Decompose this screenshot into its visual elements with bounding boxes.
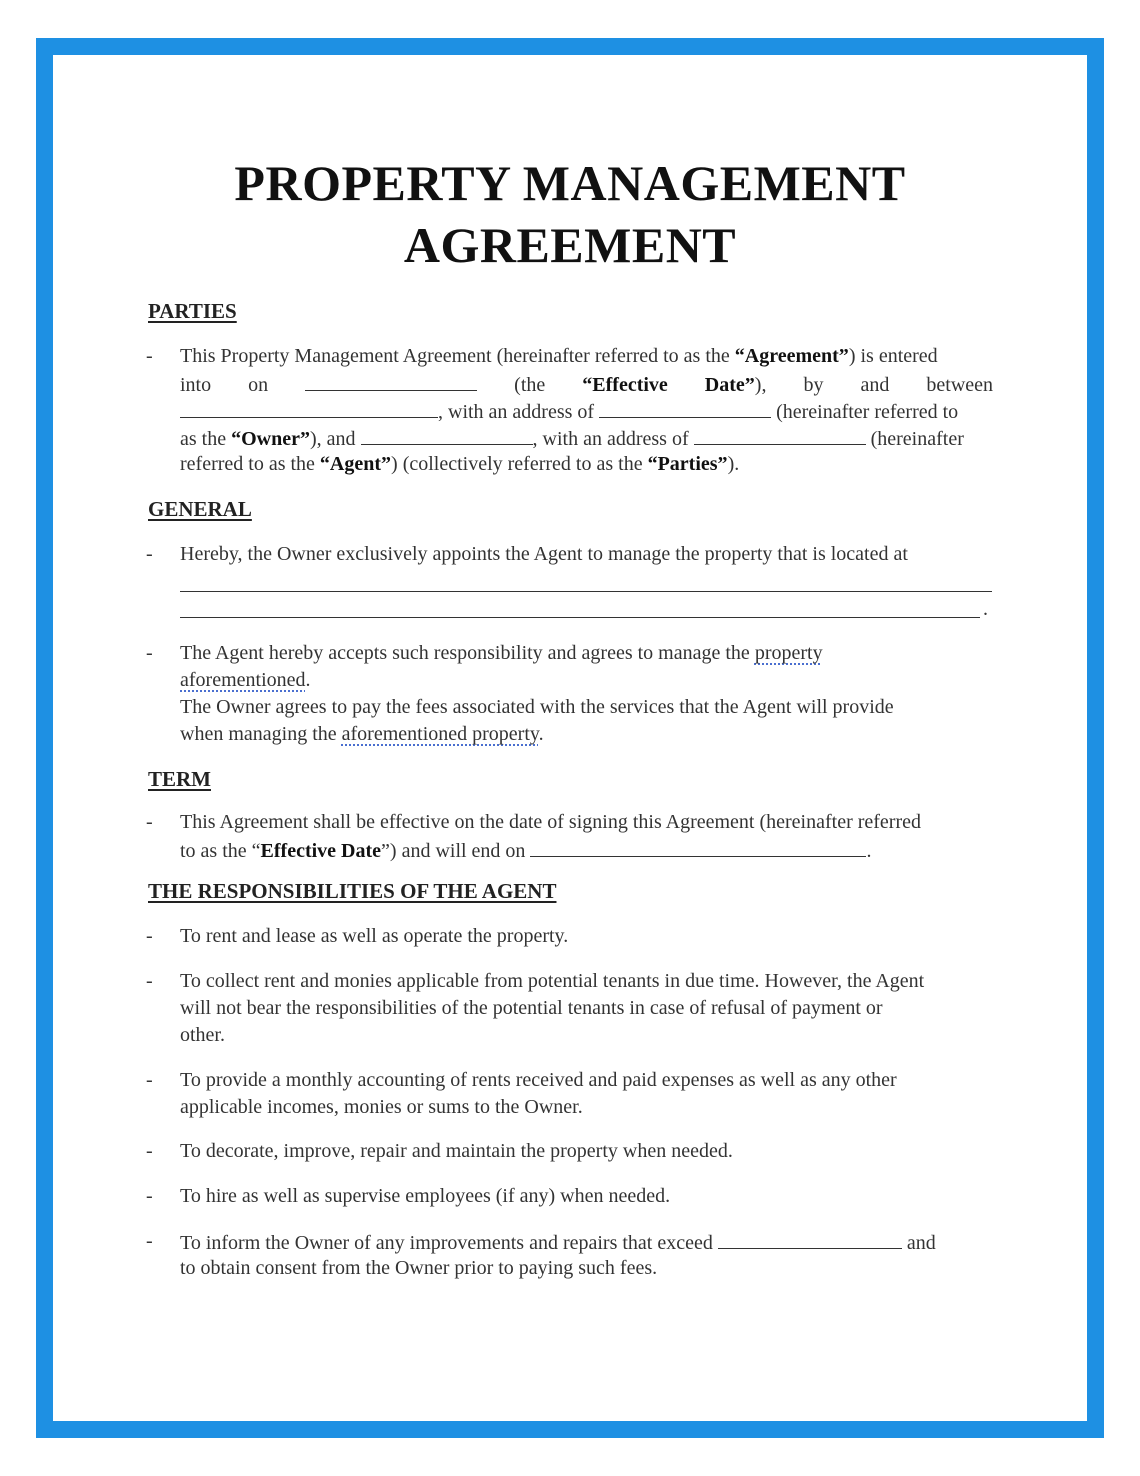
responsibility-text: To provide a monthly accounting of rents received and paid expenses as well as any other bbox=[180, 1069, 897, 1091]
general-line-1: Hereby, the Owner exclusively appoints the Agent to manage the property that is located at bbox=[180, 543, 908, 565]
title-line-2: AGREEMENT bbox=[403, 217, 737, 273]
responsibility-text: To collect rent and monies applicable from potential tenants in due time. However, the Agent bbox=[180, 970, 925, 992]
bullet-dash: - bbox=[146, 925, 153, 947]
heading-general: GENERAL bbox=[148, 497, 252, 521]
bullet-dash: - bbox=[146, 1140, 153, 1162]
general-paragraph-2 bbox=[180, 640, 993, 748]
parties-line-5: referred to as the “Agent”) (collectively referred to as the “Parties”). bbox=[180, 453, 740, 475]
blank-end-date[interactable] bbox=[530, 836, 866, 857]
responsibility-text: To inform the Owner of any improvements and repairs that exceed and bbox=[180, 1228, 993, 1255]
general-period: . bbox=[983, 598, 988, 620]
heading-responsibilities: THE RESPONSIBILITIES OF THE AGENT bbox=[148, 879, 557, 903]
bullet-dash: - bbox=[146, 543, 153, 565]
responsibility-text: To rent and lease as well as operate the property. bbox=[180, 925, 569, 947]
general-paragraph-1 bbox=[180, 541, 993, 568]
bullet-dash: - bbox=[146, 1069, 153, 1091]
bullet-dash: - bbox=[146, 970, 153, 992]
responsibility-item bbox=[180, 923, 993, 950]
parties-line-4: as the “Owner”), and , with an address of (hereinafter bbox=[180, 424, 993, 451]
parties-paragraph bbox=[180, 343, 993, 478]
blank-owner-name[interactable] bbox=[180, 397, 438, 418]
blank-repair-limit[interactable] bbox=[718, 1228, 902, 1249]
responsibility-text: will not bear the responsibilities of the potential tenants in case of refusal of payment or bbox=[180, 997, 883, 1019]
responsibility-item bbox=[180, 1228, 993, 1282]
parties-line-3: , with an address of (hereinafter referred to bbox=[180, 397, 993, 424]
bullet-dash: - bbox=[146, 811, 153, 833]
general-line-2: The Agent hereby accepts such responsibility and agrees to manage the property bbox=[180, 642, 823, 664]
bullet-dash: - bbox=[146, 1230, 153, 1252]
responsibility-text: other. bbox=[180, 1024, 225, 1046]
document-title bbox=[0, 152, 1140, 276]
bullet-dash: - bbox=[146, 345, 153, 367]
responsibility-text: to obtain consent from the Owner prior to paying such fees. bbox=[180, 1257, 658, 1279]
parties-line-2: into on (the “Effective Date”), by and between bbox=[180, 370, 993, 397]
blank-property-address-line-2[interactable] bbox=[180, 617, 980, 618]
responsibility-item bbox=[180, 1183, 993, 1210]
general-line-5: when managing the aforementioned property. bbox=[180, 723, 544, 745]
responsibility-text: To decorate, improve, repair and maintain the property when needed. bbox=[180, 1140, 733, 1162]
responsibility-item bbox=[180, 1138, 993, 1165]
blank-agent-name[interactable] bbox=[361, 424, 533, 445]
blank-date[interactable] bbox=[305, 370, 477, 391]
term-line-1: This Agreement shall be effective on the date of signing this Agreement (hereinafter referred bbox=[180, 811, 922, 833]
title-line-1: PROPERTY MANAGEMENT bbox=[234, 155, 906, 211]
general-line-4: The Owner agrees to pay the fees associated with the services that the Agent will provide bbox=[180, 696, 894, 718]
blank-owner-address[interactable] bbox=[599, 397, 771, 418]
heading-term: TERM bbox=[148, 767, 211, 791]
term-line-2: to as the “Effective Date”) and will end on . bbox=[180, 836, 993, 863]
responsibility-item bbox=[180, 968, 993, 1049]
responsibility-item bbox=[180, 1067, 993, 1121]
heading-parties: PARTIES bbox=[148, 299, 237, 323]
blank-property-address-line-1[interactable] bbox=[180, 591, 992, 592]
general-line-3: aforementioned. bbox=[180, 669, 311, 691]
bullet-dash: - bbox=[146, 642, 153, 664]
bullet-dash: - bbox=[146, 1185, 153, 1207]
responsibility-text: applicable incomes, monies or sums to the Owner. bbox=[180, 1096, 583, 1118]
responsibility-text: To hire as well as supervise employees (if any) when needed. bbox=[180, 1185, 671, 1207]
term-paragraph bbox=[180, 809, 993, 863]
parties-line-1: This Property Management Agreement (hereinafter referred to as the “Agreement”) is entered bbox=[180, 345, 938, 367]
blank-agent-address[interactable] bbox=[694, 424, 866, 445]
